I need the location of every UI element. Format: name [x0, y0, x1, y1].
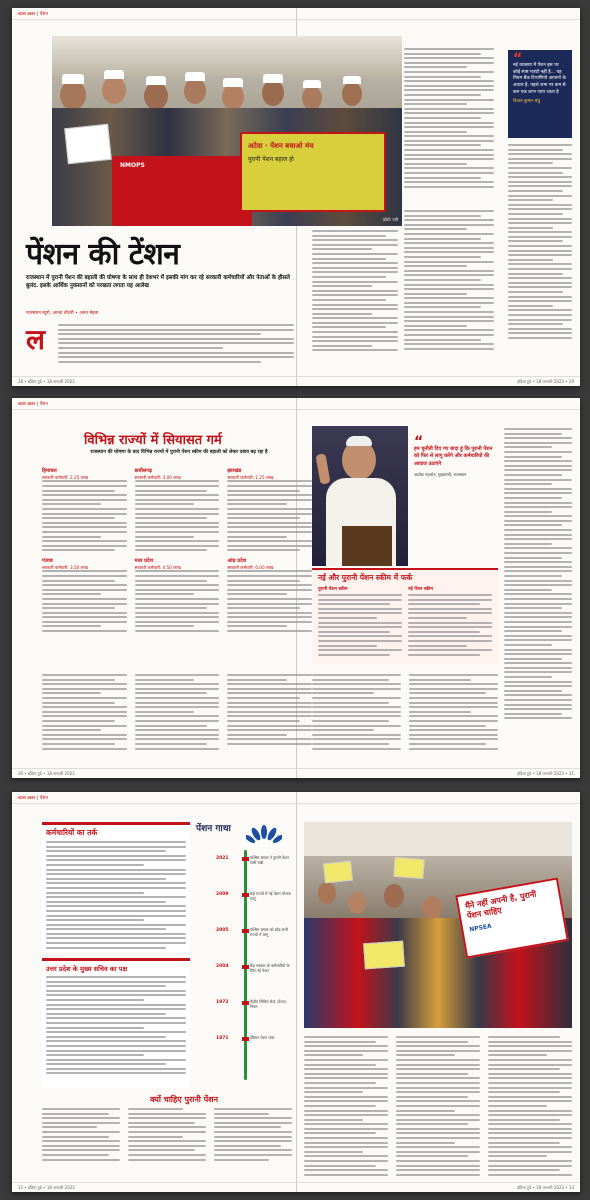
placard-1	[64, 124, 112, 164]
footer-right: इंडिया टुडे • 18 जनवरी 2023 • 33	[517, 1185, 574, 1190]
photo-credit: फ़ोटो: एपी	[382, 217, 398, 222]
timeline-title: पेंशन गाथा	[196, 824, 231, 834]
protest-photo	[52, 36, 402, 226]
timeline-dot	[242, 857, 249, 861]
spread-2	[12, 398, 580, 778]
protest-banner-2	[240, 132, 386, 212]
protest-photo-2	[304, 822, 572, 1028]
timeline-dot	[242, 1037, 249, 1041]
states-grid	[42, 468, 312, 668]
timeline-dot	[242, 1001, 249, 1005]
byline: राजस्थान ब्यूरो, आनंद चौधरी • अनंत मेहता	[26, 311, 99, 316]
opening-paragraph	[58, 324, 294, 370]
side-quote	[414, 434, 494, 548]
timeline-year: 2004	[216, 964, 229, 969]
state-card	[227, 558, 312, 635]
protest-banner-1	[112, 156, 252, 226]
pull-quote-name: विजय कुमार बंधु	[513, 99, 540, 105]
footer-left: 30 • इंडिया टुडे • 18 जनवरी 2023	[18, 771, 75, 776]
bottom-left-text	[42, 1108, 292, 1178]
page-footer	[12, 376, 580, 386]
banner-text-1: NMOPS	[120, 162, 145, 169]
pull-quote-text: नई व्यवस्था में पेंशन इस पर कोई स्पष्ट गारंटी नहीं है... यह नियम बैंक टिप्पणियों आयानों के आधार है. पहले जमा पर कम से कम एक लाभ पाया जाता है	[513, 63, 566, 95]
pension-timeline	[194, 822, 294, 1088]
bottom-right-text	[312, 674, 498, 762]
state-sub: सरकारी कर्मचारी: 3.00 लाख	[134, 474, 181, 480]
state-card	[135, 558, 220, 635]
quote-mark-icon: “	[414, 434, 424, 450]
far-right-column-text	[508, 144, 572, 370]
timeline-year: 2005	[216, 928, 229, 933]
state-card	[227, 468, 312, 554]
spread-1	[12, 8, 580, 386]
footer-right: इंडिया टुडे • 18 जनवरी 2023 • 31	[517, 771, 574, 776]
page-title: पेंशन की टेंशन	[26, 237, 180, 272]
old-scheme-label: पुरानी पेंशन स्कीम	[318, 587, 348, 592]
timeline-dot	[242, 893, 249, 897]
box-title: कर्मचारियों का तर्क	[46, 828, 98, 837]
page-header: खास ख़बर | पेंशन	[12, 398, 580, 410]
box-title: उत्तर प्रदेश के मुख्य सचिव का पक्ष	[46, 965, 128, 973]
footer-right: इंडिया टुडे • 18 जनवरी 2023 • 29	[517, 379, 574, 384]
banner-text-3: पुरानी पेंशन बहाल हो	[248, 156, 294, 163]
timeline-text: इंडियन पेंशन एक्ट	[250, 1035, 275, 1040]
timeline-text: केंद्रीय सिविल सेवा (पेंशन) नियम	[250, 999, 287, 1009]
timeline-year: 2009	[216, 892, 229, 897]
middle-right-column-text	[404, 210, 494, 370]
right-column-text	[504, 428, 572, 762]
politician-photo	[312, 426, 408, 566]
state-name: आंध्र प्रदेश	[227, 557, 247, 564]
state-name: छत्तीसगढ़	[134, 468, 152, 474]
section-heading: क्यों चाहिए पुरानी पेंशन	[150, 1095, 219, 1104]
employees-argument-box	[42, 822, 190, 952]
side-quote-name: अशोक गहलोत, मुख्यमंत्री, राजस्थान	[414, 471, 467, 477]
timeline-text: कई राज्यों में नई पेंशन योजना लागू	[250, 891, 291, 901]
timeline-dot	[242, 965, 249, 969]
state-sub: सरकारी कर्मचारी: 4.50 लाख	[134, 564, 181, 570]
new-scheme-label: नई पेंशन स्कीम	[408, 587, 434, 592]
plant-icon	[246, 824, 282, 848]
timeline-year: 1871	[216, 1036, 229, 1041]
bottom-left-text	[42, 674, 312, 762]
old-scheme-column	[318, 586, 402, 658]
placard-large-sub: NPSEA	[468, 922, 493, 934]
side-quote-text: हम चुनौती दिए गए बादा हूं कि पुरानी पेंशन को फिर से लागू करेंगे और कर्मचारियों की आवाज उठाएंगे	[414, 446, 493, 467]
state-card	[135, 468, 220, 554]
state-sub: सरकारी कर्मचारी: 3.50 लाख	[42, 564, 88, 570]
middle-column-text	[312, 230, 398, 370]
state-card	[42, 468, 127, 554]
page-footer	[12, 768, 580, 778]
section-intro: राजस्थान की घोषणा के बाद विभिन्न राज्यों में पुरानी पेंशन स्कीम की बहाली को लेकर दबाव बढ़ रहा है	[90, 450, 268, 455]
comparison-title: नई और पुरानी पेंशन स्कीम में फर्क	[318, 573, 413, 582]
page-header: खास ख़बर | पेंशन	[12, 792, 580, 804]
deck-text: राजस्थान में पुरानी पेंशन की बहाली की घोषणा के साथ ही देशभर में इसकी मांग कर रहे सरकारी कर्मचारियों और नेताओं के हौसले बुलंद. इसके आर्थिक नुकसानों को परखता लगता यह आलेख	[26, 275, 290, 290]
state-name: झारखंड	[227, 468, 242, 474]
state-sub: सरकारी कर्मचारी: 1.25 लाख	[227, 474, 274, 480]
dropcap: ल	[26, 323, 45, 356]
state-sub: सरकारी कर्मचारी: 6.00 लाख	[227, 564, 274, 570]
page-header: खास ख़बर | पेंशन	[12, 8, 580, 20]
page-footer	[12, 1182, 580, 1192]
timeline-text: पश्चिम बंगाल ने पुरानी पेंशन जारी रखी	[250, 855, 289, 865]
timeline-dot	[242, 929, 249, 933]
state-name: मध्य प्रदेश	[134, 557, 154, 564]
footer-left: 32 • इंडिया टुडे • 18 जनवरी 2023	[18, 1185, 75, 1190]
new-scheme-column	[408, 586, 492, 658]
timeline-year: 1972	[216, 1000, 229, 1005]
page-fold	[296, 792, 297, 1192]
placard-large-text: मैंने नहीं अपनी है, पुरानी पेंशन चाहिए	[464, 889, 537, 921]
spread-3	[12, 792, 580, 1192]
state-sub: सरकारी कर्मचारी: 2.25 लाख	[42, 474, 88, 480]
state-card	[42, 558, 127, 635]
quote-mark-icon: “	[513, 51, 523, 67]
bottom-right-text	[304, 1036, 572, 1178]
section-title: विभिन्न राज्यों में सियासत गर्म	[84, 433, 222, 448]
up-chief-secretary-box	[42, 958, 190, 1088]
comparison-panel	[312, 568, 498, 664]
timeline-text: केंद्र सरकार के कर्मचारियों के लिए नई पेंशन	[250, 963, 290, 973]
timeline-year: 2021	[216, 856, 229, 861]
pull-quote-box	[508, 50, 572, 138]
timeline-text: पश्चिम बंगाल को छोड़ सभी राज्यों में लागू	[250, 927, 288, 937]
state-name: पंजाब	[42, 557, 53, 564]
right-column-text	[404, 48, 494, 204]
footer-left: 28 • इंडिया टुडे • 18 जनवरी 2023	[18, 379, 75, 384]
state-name: हिमाचल	[42, 468, 57, 474]
banner-text-2: अटेवा · पेंशन बचाओ मंच	[248, 142, 314, 150]
